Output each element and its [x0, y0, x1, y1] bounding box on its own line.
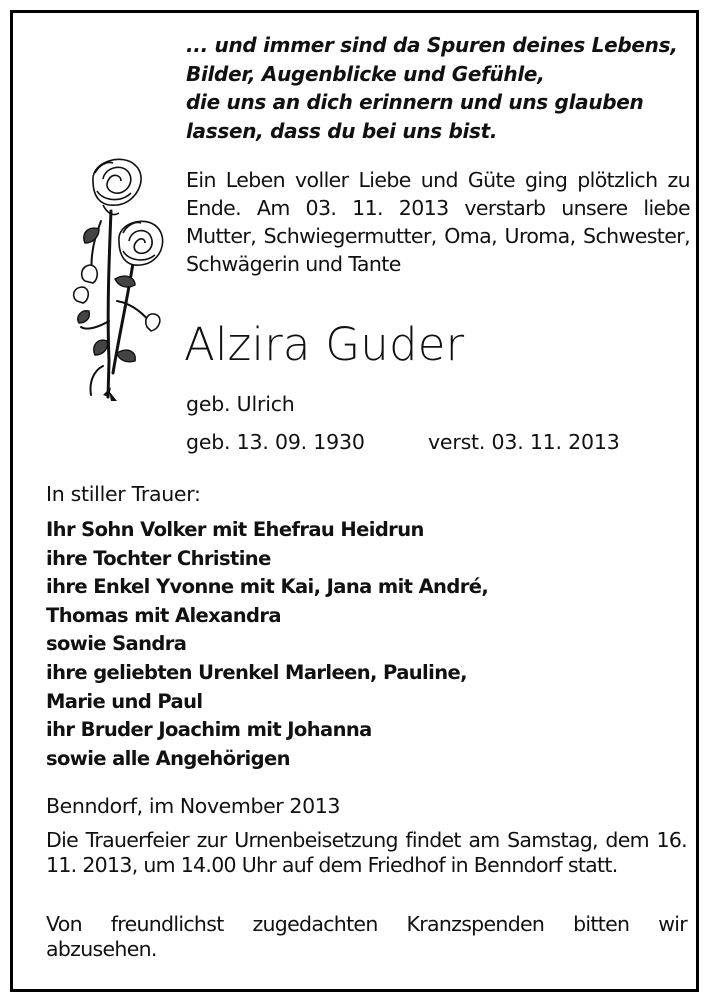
ceremony-info: Die Trauerfeier zur Urnenbeisetzung findet am Samstag, dem 16. 11. 2013, um 14.00 Uhr auf dem Friedhof in Benndorf statt.: [46, 828, 687, 877]
poem-line: Bilder, Augenblicke und Gefühle,: [186, 61, 545, 86]
mourner-line: sowie Sandra: [46, 632, 187, 656]
mourner-line: ihre Tochter Christine: [46, 546, 271, 570]
mourner-line: Thomas mit Alexandra: [46, 603, 281, 627]
mourner-line: Ihr Sohn Volker mit Ehefrau Heidrun: [46, 518, 424, 541]
mourner-line: ihre geliebten Urenkel Marleen, Pauline,: [46, 660, 467, 684]
mourner-line: ihr Bruder Joachim mit Johanna: [46, 718, 372, 742]
place-date: Benndorf, im November 2013: [46, 794, 341, 818]
obituary-notice: [10, 10, 699, 992]
poem-line: die uns an dich erinnern und uns glauben: [186, 90, 644, 114]
roses-icon: [63, 151, 173, 403]
birth-date: geb. 13. 09. 1930: [186, 430, 365, 454]
intro-text: Ein Leben voller Liebe und Güte ging plötzlich zu Ende. Am 03. 11. 2013 verstarb unsere liebe Mutter, Schwiegermutter, Oma, Uroma, Schwester, Schwägerin und Tante: [186, 168, 690, 276]
poem-line: lassen, dass du bei uns bist.: [186, 118, 498, 143]
mourner-line: ihre Enkel Yvonne mit Kai, Jana mit André,: [46, 575, 489, 599]
mourners-list: [46, 516, 666, 773]
maiden-name: geb. Ulrich: [186, 392, 295, 416]
poem-line: ... und immer sind da Spuren deines Lebens,: [186, 33, 678, 57]
mourning-label: In stiller Trauer:: [46, 482, 201, 506]
wreath-note: Von freundlichst zugedachten Kranzspenden bitten wir abzusehen.: [46, 912, 687, 961]
deceased-name: Alzira Guder: [184, 318, 465, 371]
poem: [186, 31, 676, 145]
mourner-line: Marie und Paul: [46, 689, 203, 713]
death-date: verst. 03. 11. 2013: [428, 430, 620, 454]
mourner-line: sowie alle Angehörigen: [46, 746, 290, 770]
